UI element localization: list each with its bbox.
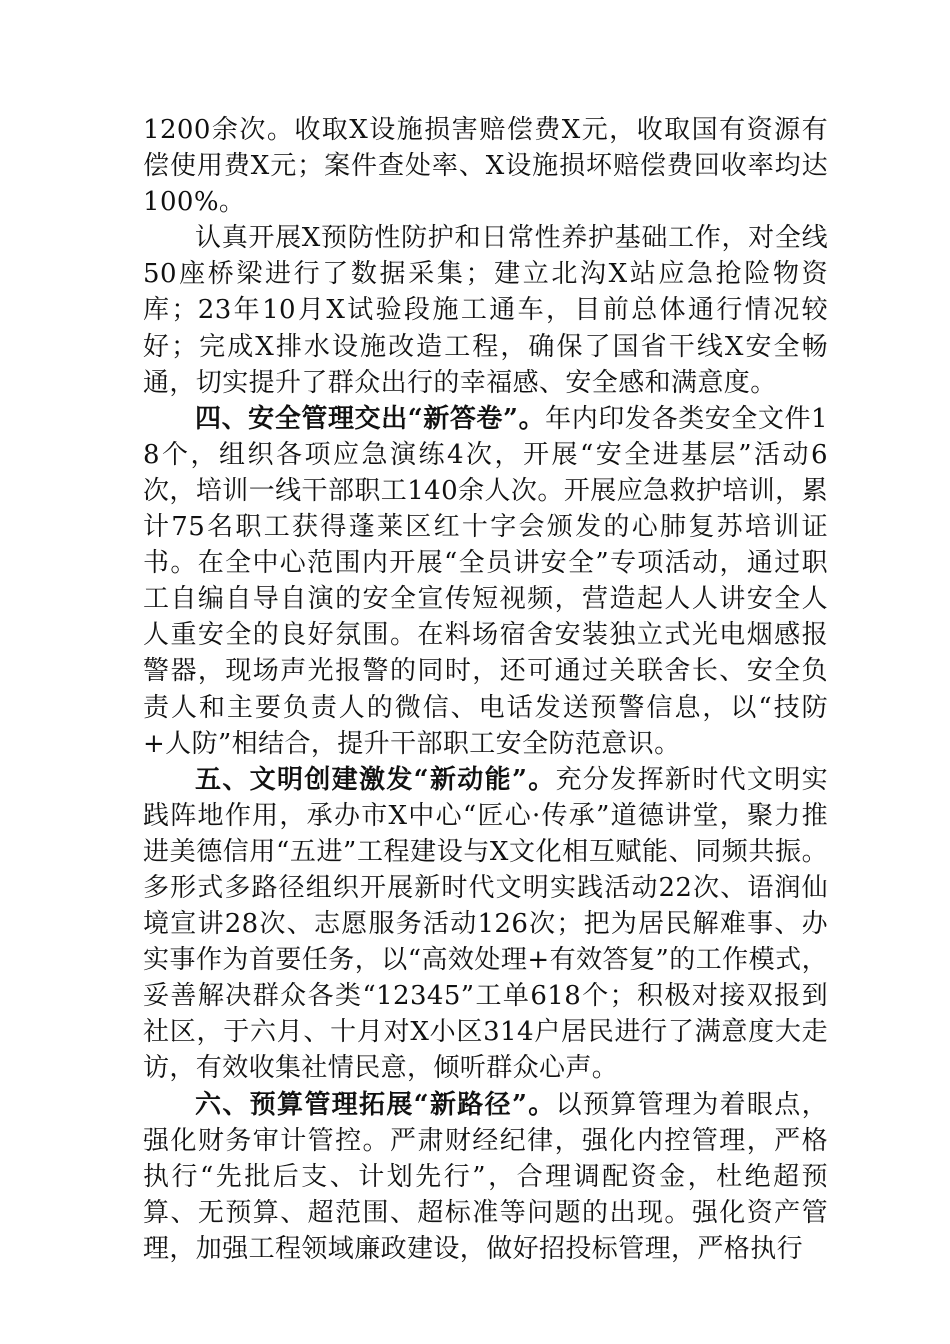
paragraph-civilization xyxy=(143,762,828,1087)
paragraph-body: 年内印发各类安全文件18个，组织各项应急演练4次，开展“安全进基层”活动6次，培训一线干部职工140余人次。开展应急救护培训，累计75名职工获得蓬莱区红十字会颁发的心肺复苏培训证书。在全中心范围内开展“全员讲安全”专项活动，通过职工自编自导自演的安全宣传短视频，营造起人人讲安全人人重安全的良好氛围。在料场宿舍安装独立式光电烟感报警器，现场声光报警的同时，还可通过关联舍长、安全负责人和主要负责人的微信、电话发送预警信息，以“技防+人防”相结合，提升干部职工安全防范意识。 xyxy=(143,403,828,759)
section-heading: 六、预算管理拓展“新路径”。 xyxy=(195,1089,556,1120)
paragraph-body: 1200余次。收取X设施损害赔偿费X元，收取国有资源有偿使用费X元；案件查处率、X设施损坏赔偿费回收率均达100%。 xyxy=(143,115,828,218)
document-page xyxy=(143,112,828,1267)
paragraph-continued xyxy=(143,112,828,220)
paragraph-body: 认真开展X预防性防护和日常性养护基础工作，对全线50座桥梁进行了数据采集；建立北沟X站应急抢险物资库；23年10月X试验段施工通车，目前总体通行情况较好；完成X排水设施改造工程，确保了国省干线X安全畅通，切实提升了群众出行的幸福感、安全感和满意度。 xyxy=(143,223,828,398)
section-heading: 四、安全管理交出“新答卷”。 xyxy=(195,403,546,434)
paragraph-maintenance xyxy=(143,220,828,400)
paragraph-body: 以预算管理为着眼点，强化财务审计管控。严肃财经纪律，强化内控管理，严格执行“先批后支、计划先行”，合理调配资金，杜绝超预算、无预算、超范围、超标准等问题的出现。强化资产管理，加强工程领域廉政建设，做好招投标管理，严格执行 xyxy=(143,1089,828,1264)
paragraph-safety xyxy=(143,401,828,762)
paragraph-budget xyxy=(143,1087,828,1267)
section-heading: 五、文明创建激发“新动能”。 xyxy=(195,764,556,795)
paragraph-body: 充分发挥新时代文明实践阵地作用，承办市X中心“匠心·传承”道德讲堂，聚力推进美德信用“五进”工程建设与X文化相互赋能、同频共振。多形式多路径组织开展新时代文明实践活动22次、语润仙境宣讲28次、志愿服务活动126次；把为居民解难事、办实事作为首要任务，以“高效处理+有效答复”的工作模式，妥善解决群众各类“12345”工单618个；积极对接双报到社区，于六月、十月对X小区314户居民进行了满意度大走访，有效收集社情民意，倾听群众心声。 xyxy=(143,764,828,1084)
